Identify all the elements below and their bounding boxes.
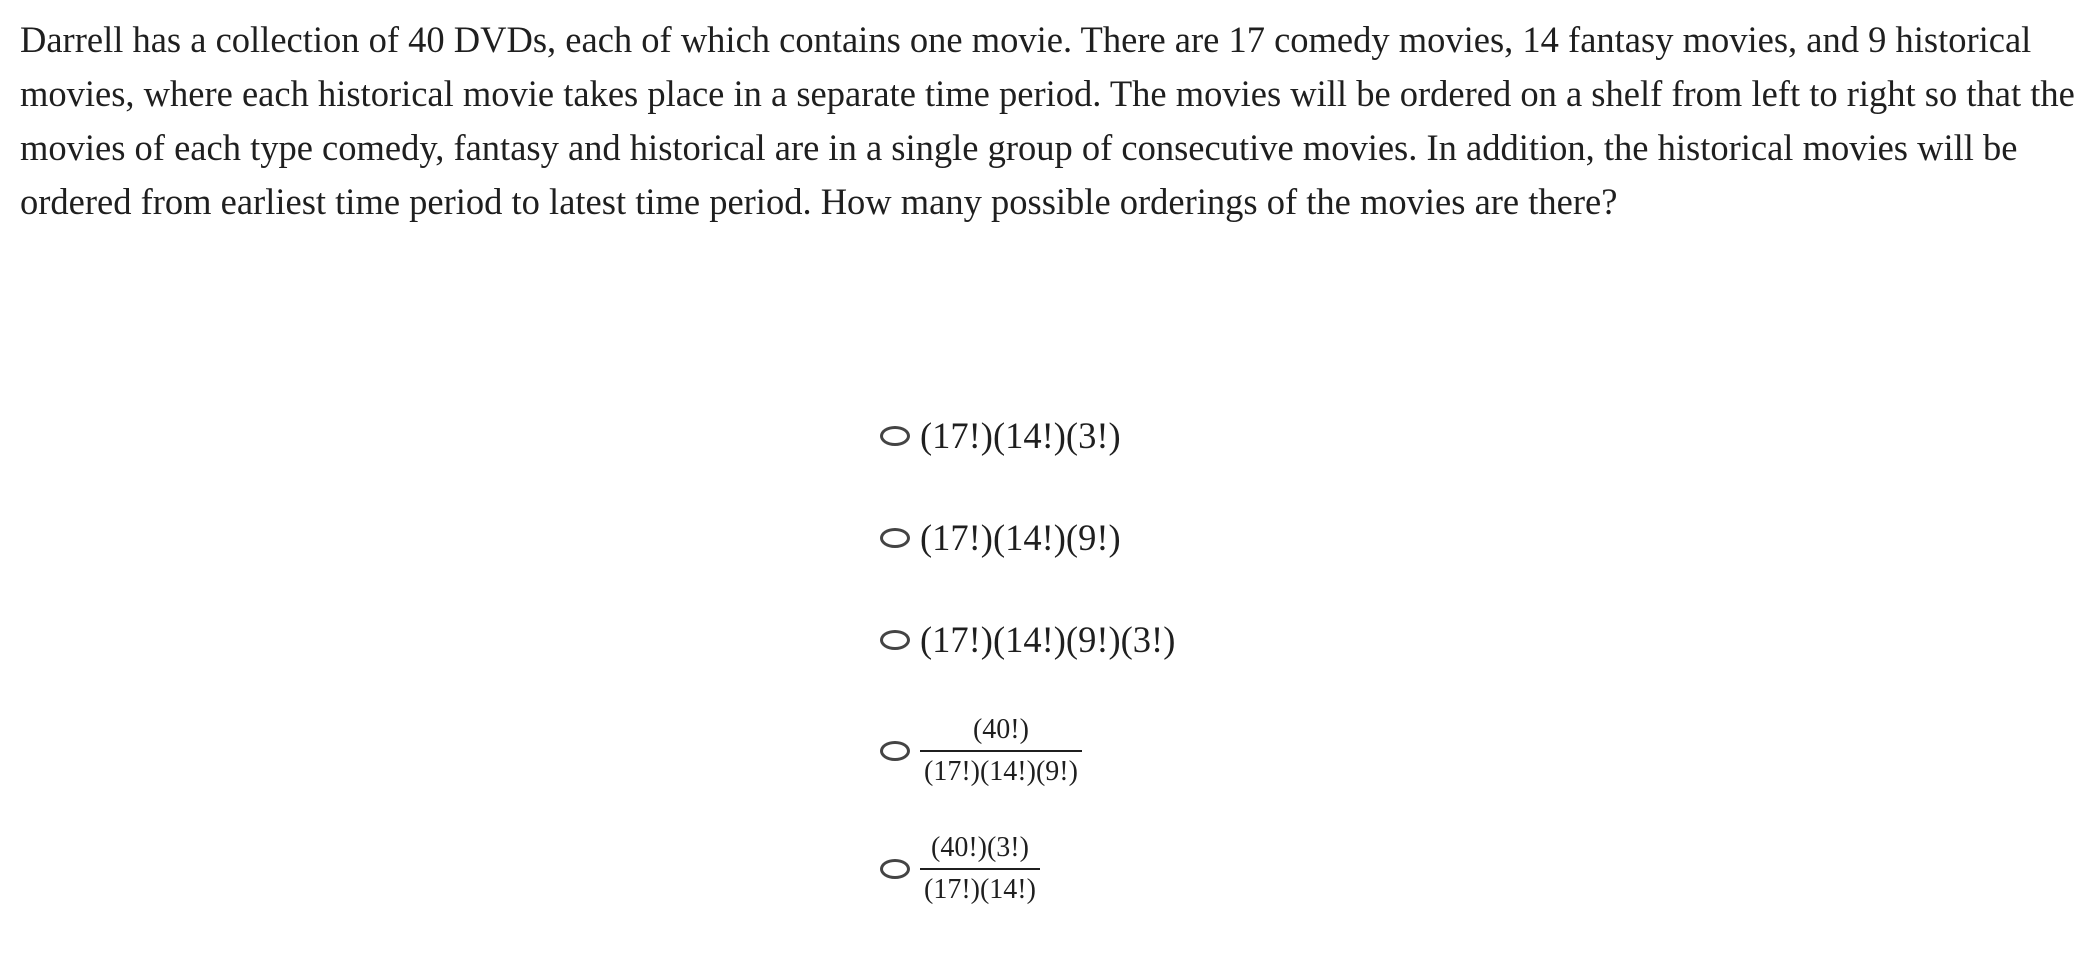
answer-choice-a[interactable] [880, 414, 1121, 458]
radio-button-icon[interactable] [880, 630, 910, 650]
question-text: Darrell has a collection of 40 DVDs, each of which contains one movie. There are 17 comedy movies, 14 fantasy movies, and 9 historical movies, where each historical movie takes place in a separate time period. The movies will be ordered on a shelf from left to right so that the movies of each type comedy, fantasy and historical are in a single group of consecutive movies. In addition, the historical movies will be ordered from earliest time period to latest time period. How many possible orderings of the movies are there? [20, 19, 2075, 222]
answer-choice-d[interactable] [880, 712, 1082, 790]
answer-choice-c[interactable] [880, 618, 1175, 662]
fraction-numerator: (40!) [972, 714, 1029, 745]
answer-choice-b-label: (17!)(14!)(9!) [920, 517, 1121, 558]
answer-choices [880, 0, 1480, 962]
answer-choice-c-label: (17!)(14!)(9!)(3!) [920, 619, 1176, 660]
radio-button-icon[interactable] [880, 859, 910, 879]
answer-choice-d-fraction [920, 712, 1082, 790]
radio-button-icon[interactable] [880, 741, 910, 761]
answer-choice-e-fraction [920, 830, 1040, 908]
radio-button-icon[interactable] [880, 528, 910, 548]
answer-choice-e[interactable] [880, 830, 1040, 908]
answer-choice-a-label: (17!)(14!)(3!) [920, 415, 1121, 456]
radio-button-icon[interactable] [880, 426, 910, 446]
fraction-numerator: (40!)(3!) [931, 832, 1029, 863]
fraction-denominator: (17!)(14!) [924, 874, 1036, 905]
fraction-denominator: (17!)(14!)(9!) [924, 756, 1078, 787]
answer-choice-b[interactable] [880, 516, 1121, 560]
